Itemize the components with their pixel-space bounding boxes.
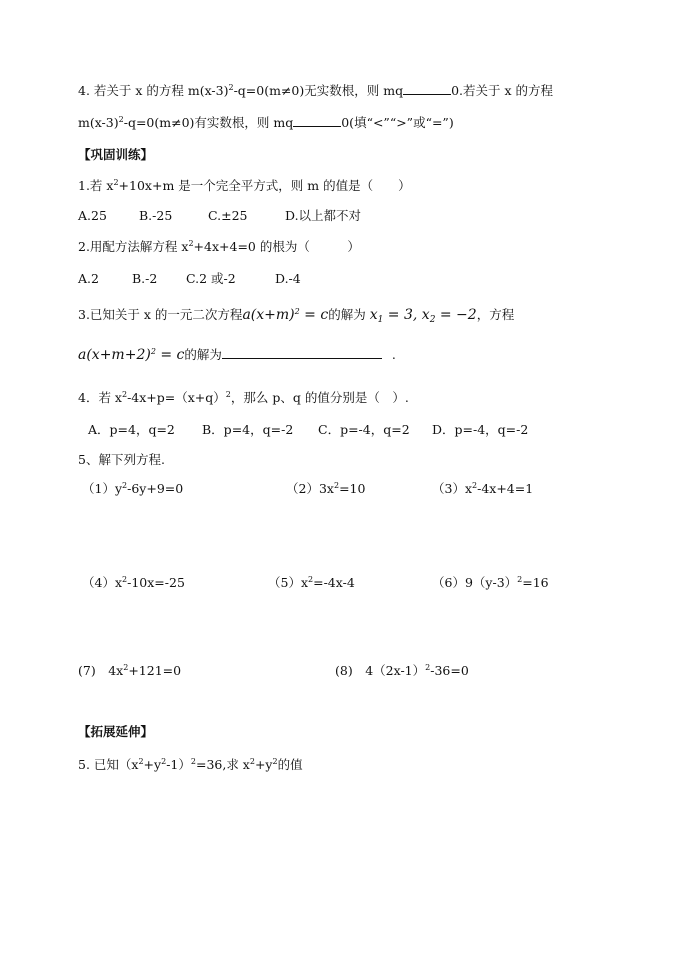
problem-4-stem: 4．若 $x^2-4x+p=(x+q)^2$，那么 p、q 的值分别是（ ）. — [78, 390, 409, 405]
problem-3-line1: 3.已知关于 x 的一元二次方程$a(x+m)^2 = c$的解为 $x_1 = 3$, $x_2 = -2$，方程 — [78, 307, 515, 325]
problem-4-option-b[interactable]: B．p=4，q=-2 — [202, 422, 294, 437]
equation-item-6: $(6)9(y-3)^2=16$ — [432, 575, 549, 590]
extension-question-5: 5. 已知$(x^2+y^2-1)^2=36$,求 $x^2+y^2$的值 — [78, 757, 303, 772]
equation-item-5: $(5)x^2=-4x-4$ — [268, 575, 355, 590]
problem-1-option-b[interactable]: B.-25 — [139, 208, 173, 223]
equation-item-7: (7) $4x^2+121=0$ — [78, 663, 182, 678]
answer-blank[interactable] — [403, 82, 451, 95]
problem-2-option-d[interactable]: D.-4 — [275, 271, 301, 286]
solution-values: $x_1 = 3$, $x_2 = -2$ — [369, 307, 477, 325]
problem-4-option-d[interactable]: D．p=-4，q=-2 — [432, 422, 529, 437]
fill-question-4-line2: $m(x-3)^2-q=0(m\ne 0)$有实数根，则 mq 0(填“<”“>”或“=”) — [78, 115, 454, 130]
fill-question-4-line1: 4. 若关于 x 的方程 $m(x-3)^2-q=0(m\ne 0)$无实数根，则 mq 0.若关于 x 的方程 — [78, 83, 554, 98]
equation-item-2: $(2)3x^2=10$ — [286, 481, 366, 496]
problem-5-stem: 5、解下列方程. — [78, 452, 165, 467]
problem-1-option-c[interactable]: C.±25 — [208, 208, 248, 223]
problem-2-stem: 2.用配方法解方程 $x^2+4x+4=0$ 的根为（ ） — [78, 239, 360, 254]
problem-4-option-c[interactable]: C．p=-4，q=2 — [318, 422, 410, 437]
problem-3-line2: $a(x+m+2)^2 = c$的解为 . — [78, 347, 396, 363]
problem-2-option-c[interactable]: C.2 或-2 — [186, 271, 236, 286]
section-header-extension: 【拓展延伸】 — [78, 724, 154, 739]
section-header-consolidation: 【巩固训练】 — [78, 147, 154, 162]
equation-item-4: $(4)x^2-10x=-25$ — [82, 575, 185, 590]
problem-2-option-b[interactable]: B.-2 — [132, 271, 158, 286]
equation-1: $a(x+m)^2 = c$ — [242, 307, 329, 323]
problem-1-option-d[interactable]: D.以上都不对 — [285, 208, 362, 223]
equation-item-8: (8) $4(2x-1)^2-36=0$ — [335, 663, 469, 678]
equation-item-3: $(3)x^2-4x+4=1$ — [432, 481, 534, 496]
problem-4-option-a[interactable]: A．p=4，q=2 — [88, 422, 175, 437]
problem-1-option-a[interactable]: A.25 — [78, 208, 107, 223]
answer-blank[interactable] — [222, 346, 382, 359]
problem-2-option-a[interactable]: A.2 — [78, 271, 99, 286]
equation-item-1: $(1)y^2-6y+9=0$ — [82, 481, 184, 496]
answer-blank[interactable] — [293, 114, 341, 127]
equation-2: $a(x+m+2)^2 = c$ — [78, 347, 185, 363]
problem-1-stem: 1.若 $x^2+10x+m$ 是一个完全平方式，则 m 的值是（ ） — [78, 178, 411, 193]
